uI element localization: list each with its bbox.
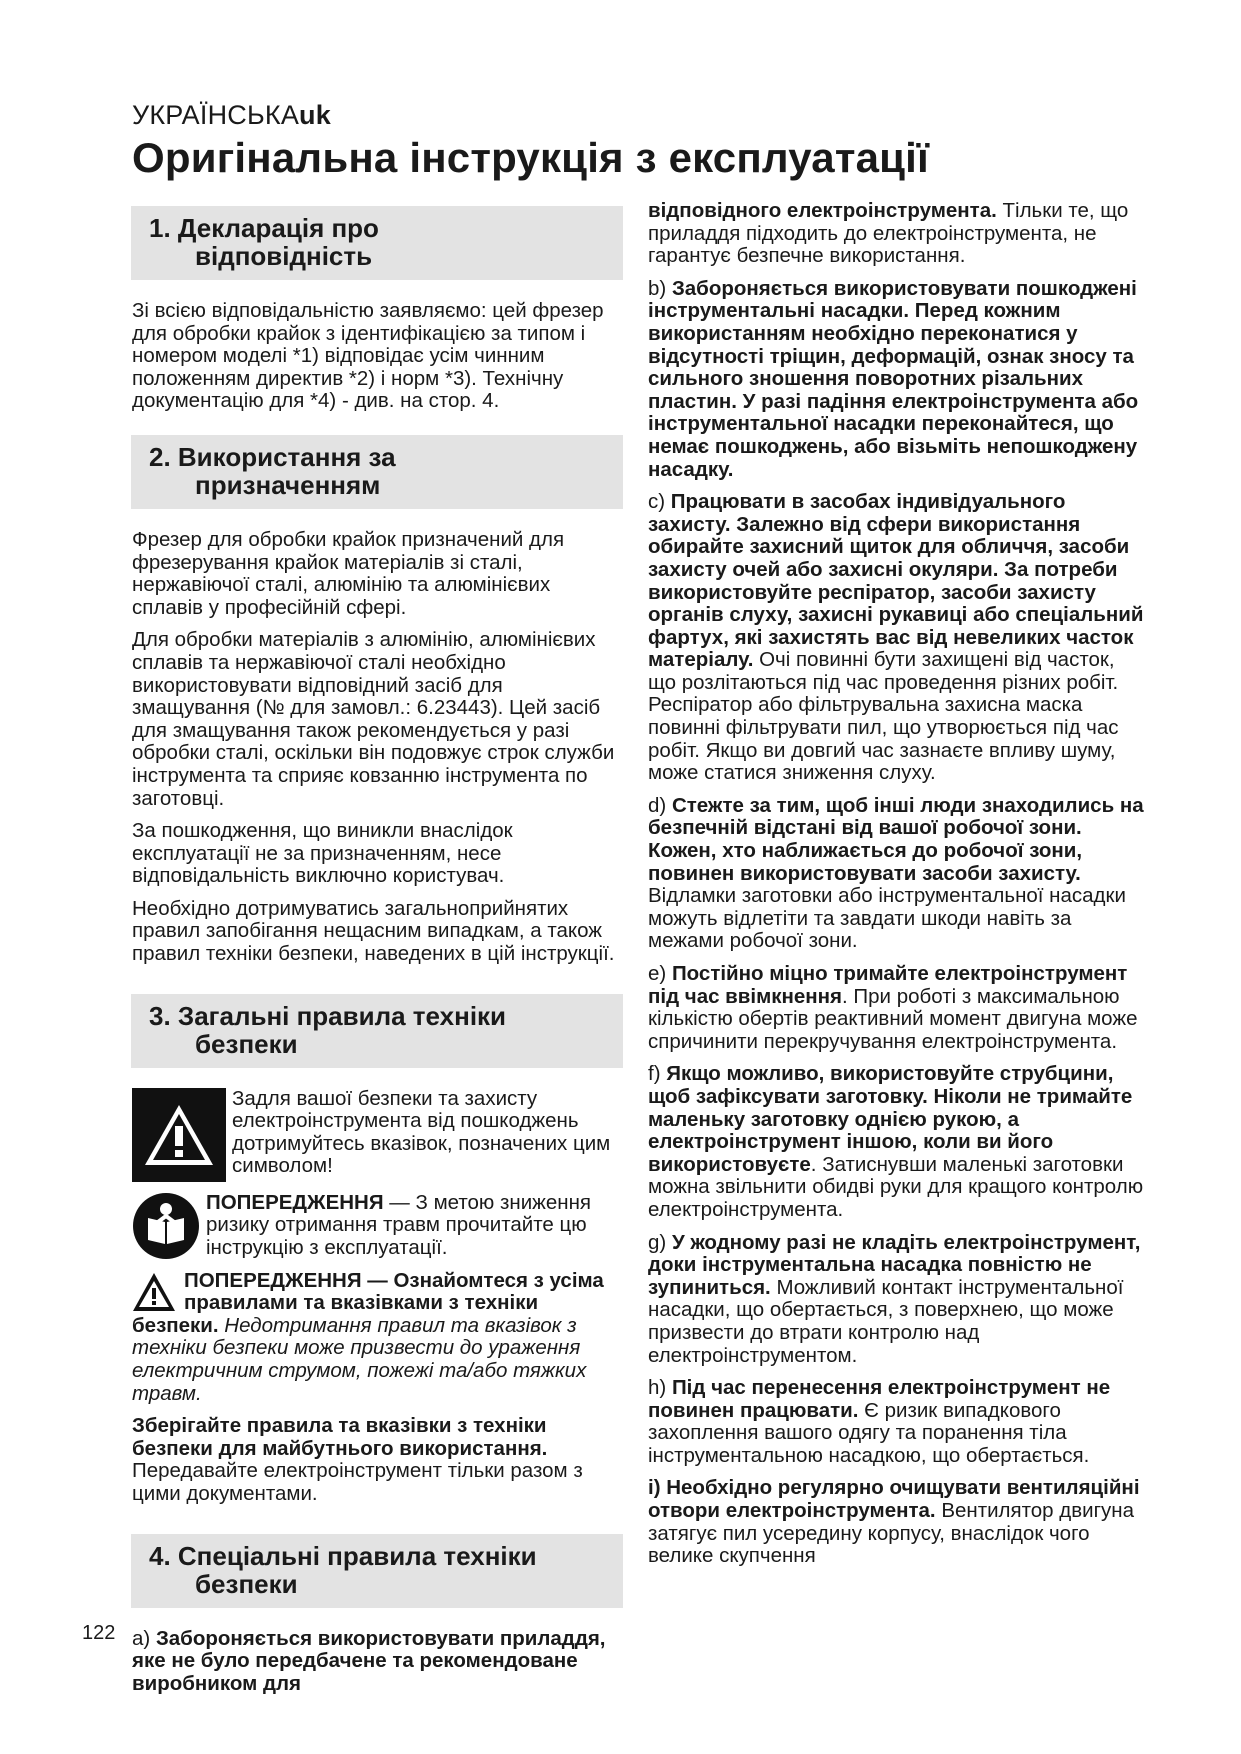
paragraph: Для обробки матеріалів з алюмінію, алюмінієвих сплавів та нержавіючої сталі необхідно використовувати відповідний засіб для змащування (№ для замовл.: 6.23443). Цей засіб для змащування також рекомендується у разі обробки сталі, оскільки він подовжує строк служби інструмента та сприяє ковзанню інструмента по заготовці. <box>132 628 615 810</box>
warning-triangle-small-icon <box>132 1272 176 1312</box>
section-title-line: призначенням <box>195 469 381 500</box>
section-title-line: відповідність <box>195 241 373 271</box>
rule-c <box>648 491 1148 785</box>
rule-bold: Стежте за тим, щоб інші люди знаходились на безпечній відстані від вашої робочої зони. Кожен, хто наближається до робочої зони, повинен використовувати засоби захисту. <box>648 793 1144 885</box>
safety-symbol-text: Задля вашої безпеки та захисту електроінструмента від пошкоджень дотримуйтесь вказівок, позначених цим символом! <box>232 1086 611 1178</box>
warning-consequence: Недотримання правил та вказівок з техніки безпеки може призвести до ураження електричним струмом, пожежі та/або тяжких травм. <box>132 1313 587 1405</box>
language-name: УКРАЇНСЬКА <box>132 100 300 130</box>
rule-d <box>648 795 1148 953</box>
rule-label: d) <box>648 793 667 817</box>
warning-triangle-icon <box>132 1088 226 1182</box>
rule-text: Очі повинні бути захищені від часток, що розлітаються під час проведення різних робіт. Респіратор або фільтрувальна захисна маска повинні фільтрувати пил, що утворюється під час робіт. Якщо ви довгий час зазнаєте впливу шуму, може статися зниження слуху. <box>648 648 1119 785</box>
language-code: uk <box>299 100 331 130</box>
keep-instructions <box>132 1415 620 1505</box>
page-title: Оригінальна інструкція з експлуатації <box>132 134 930 181</box>
read-manual-text <box>206 1192 620 1260</box>
section-title-line: 4. Спеціальні правила техніки <box>149 1540 537 1571</box>
rule-text: Можливий контакт інструментальної насадки, що обертається, з поверхнею, що може призвести до втрати контролю над електроінструментом. <box>648 1275 1124 1367</box>
rule-label: f) <box>648 1062 661 1086</box>
rule-label: e) <box>648 962 667 985</box>
paragraph: Зі всією відповідальністю заявляємо: цей фрезер для обробки крайок з ідентифікацією за типом і номером моделі *1) відповідає усім чинним положенням директив *2) і норм *3). Технічну документацію для *4) - див. на стор. 4. <box>132 299 604 413</box>
rule-e <box>648 963 1148 1053</box>
rule-text: Тільки те, що приладдя підходить до електроінструмента, не гарантує безпечне використання. <box>648 199 1129 268</box>
paragraph: За пошкодження, що виникли внаслідок експлуатації не за призначенням, несе відповідальність виключно користувач. <box>132 819 513 888</box>
rule-label: g) <box>648 1230 667 1254</box>
rule-bold: У жодному разі не кладіть електроінструмент, доки інструментальна насадка повністю не зупиниться. <box>648 1230 1141 1299</box>
rule-bold: Забороняється використовувати приладдя, яке не було передбачене та рекомендоване виробником для <box>132 1626 606 1695</box>
rule-text: . При роботі з максимальною кількістю обертів реактивний момент двигуна може спричинити перекручування електроінструмента. <box>648 984 1138 1053</box>
paragraph: Необхідно дотримуватись загальноприйнятих правил запобігання нещасним випадкам, а також правил техніки безпеки, наведених в цій інструкції. <box>132 896 615 966</box>
rule-bold: Працювати в засобах індивідуального захисту. Залежно від сфери використання обирайте захисний щиток для обличчя, засоби захисту очей або захисні окуляри. За потреби використовуйте респіратор, засоби захисту органів слуху, захисні рукавиці або спеціальний фартух, які захистять вас від невеликих часток матеріалу. <box>648 490 1144 672</box>
rule-bold: Якщо можливо, використовуйте струбцини, щоб зафіксувати заготовку. Ніколи не тримайте маленьку заготовку однією рукою, а електроінструмент іншою, коли ви його використовуєте <box>648 1062 1133 1176</box>
paragraph: Фрезер для обробки крайок призначений для фрезерування крайок матеріалів зі сталі, нержавіючої сталі, алюмінію та алюмінієвих сплавів у професійній сфері. <box>132 527 565 619</box>
section-title-line: 1. Декларація про <box>149 213 379 243</box>
rule-a <box>132 1628 620 1696</box>
page-number: 122 <box>82 1622 116 1644</box>
rule-label: b) <box>648 276 667 300</box>
left-column <box>132 206 620 1705</box>
section-4-heading <box>131 1534 623 1608</box>
right-column <box>648 200 1148 1578</box>
general-warning <box>132 1270 620 1406</box>
rule-b <box>648 278 1148 481</box>
read-manual-icon <box>132 1192 200 1260</box>
rule-g <box>648 1232 1148 1368</box>
safety-symbol-note <box>132 1088 620 1182</box>
rule-bold: відповідного електроінструмента. <box>648 199 997 222</box>
rule-label: a) <box>132 1626 151 1650</box>
section-title-line: 2. Використання за <box>149 441 396 472</box>
rule-bold: i) Необхідно регулярно очищувати вентиляційні отвори електроінструмента. <box>648 1476 1140 1523</box>
keep-instructions-text: Передавайте електроінструмент тільки разом з цими документами. <box>132 1459 583 1505</box>
rule-text: Відламки заготовки або інструментальної насадки можуть відлетіти та завдати шкоди навіть за межами робочої зони. <box>648 884 1126 953</box>
section-2-heading <box>131 435 623 509</box>
rule-a-continued <box>648 200 1148 268</box>
rule-label: h) <box>648 1376 667 1400</box>
section-title-line: безпеки <box>195 1568 298 1599</box>
rule-bold: Постійно міцно тримайте електроінструмент під час ввімкнення <box>648 962 1128 1008</box>
rule-text: Вентилятор двигуна затягує пил усередину корпусу, внаслідок чого велике скупчення <box>648 1499 1135 1568</box>
language-label <box>132 100 331 131</box>
section-title-line: безпеки <box>195 1028 298 1059</box>
keep-instructions-bold: Зберігайте правила та вказівки з техніки безпеки для майбутнього використання. <box>132 1414 548 1460</box>
rule-text: Є ризик випадкового захоплення вашого одягу та поранення тіла інструментальною насадкою, що обертається. <box>648 1398 1090 1467</box>
rule-text: . Затиснувши маленькі заготовки можна звільнити обидві руки для кращого контролю електроінструмента. <box>648 1152 1144 1221</box>
section-3-heading <box>131 994 623 1068</box>
rule-f <box>648 1063 1148 1221</box>
rule-label: c) <box>648 490 666 514</box>
section-1-heading <box>131 206 623 280</box>
section-title-line: 3. Загальні правила техніки <box>149 1000 507 1031</box>
rule-bold: Забороняється використовувати пошкоджені інструментальні насадки. Перед кожним використанням необхідно переконатися у відсутності тріщин, деформацій, ознак зносу та сильного зношення поворотних різальних пластин. У разі падіння електроінструмента або інструментальної насадки переконайтеся, що немає пошкоджень, або візьміть непошкоджену насадку. <box>648 276 1139 481</box>
warning-label: ПОПЕРЕДЖЕННЯ — Ознайомтеся з усіма правилами та вказівками з техніки безпеки. <box>132 1268 604 1337</box>
rule-h <box>648 1377 1148 1467</box>
warning-text: — З метою зниження ризику отримання травм прочитайте цю інструкцію з експлуатації. <box>206 1190 592 1259</box>
read-manual-warning <box>132 1192 620 1260</box>
rule-i <box>648 1477 1148 1567</box>
warning-label: ПОПЕРЕДЖЕННЯ <box>206 1190 384 1214</box>
rule-bold: Під час перенесення електроінструмент не повинен працювати. <box>648 1376 1111 1422</box>
